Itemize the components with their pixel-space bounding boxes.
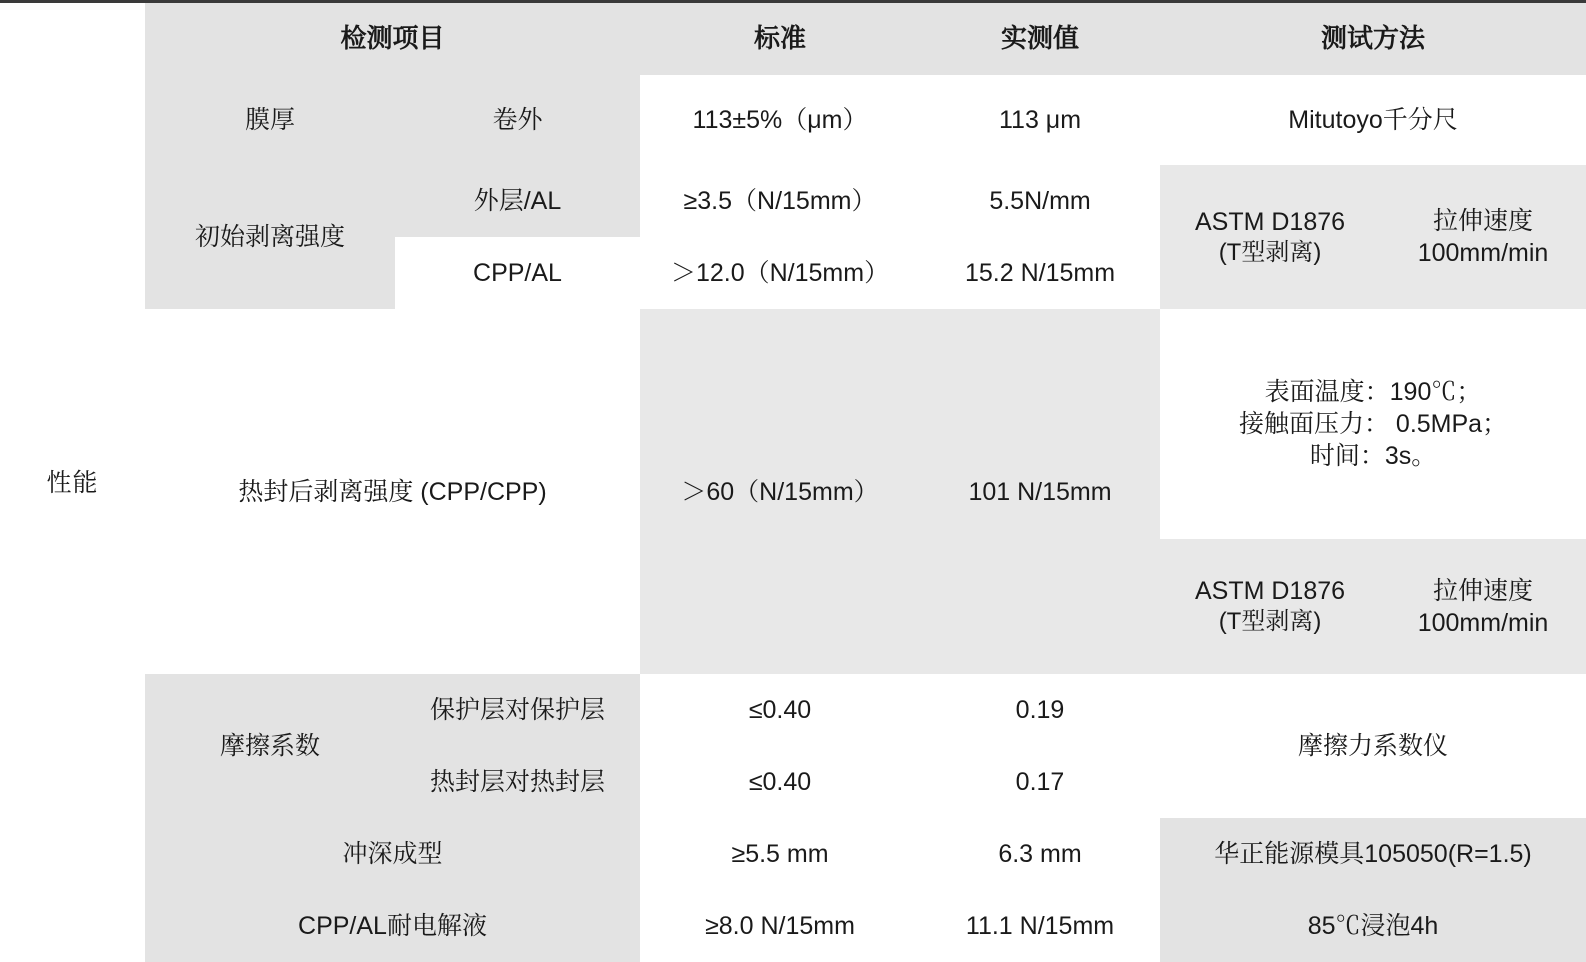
method-speed-initial [1380, 165, 1586, 309]
category-performance [0, 75, 145, 890]
standard-outer-al: ≥3.5（N/15mm） [640, 165, 920, 237]
table-header-row [0, 3, 1586, 75]
method-friction: 摩擦力系数仪 [1160, 674, 1586, 818]
method-thickness: Mitutoyo千分尺 [1160, 75, 1586, 165]
table-row [0, 818, 1586, 890]
method-astm-initial-line2: (T型剥离) [1218, 238, 1322, 266]
standard-protect-protect: ≤0.40 [640, 674, 920, 746]
method-astm-heatseal-line2: (T型剥离) [1218, 608, 1322, 636]
item-sub-outer-roll: 卷外 [395, 75, 640, 165]
table-row [0, 309, 1586, 539]
method-heatseal-line3: 时间：3s。 [1309, 442, 1437, 470]
header-standard: 标准 [640, 3, 920, 75]
item-main-heatseal-peel: 热封后剥离强度 (CPP/CPP) [145, 309, 640, 674]
method-heatseal-conditions [1160, 309, 1586, 539]
item-sub-cpp-al: CPP/AL [395, 237, 640, 309]
item-sub-seal-seal: 热封层对热封层 [395, 746, 640, 818]
method-speed-heatseal-line1: 拉伸速度 [1433, 576, 1534, 605]
standard-deep-draw: ≥5.5 mm [640, 818, 920, 890]
measured-deep-draw: 6.3 mm [920, 818, 1160, 890]
method-heatseal-line1: 表面温度：190℃； [1264, 378, 1482, 406]
measured-outer-al: 5.5N/mm [920, 165, 1160, 237]
measured-protect-protect: 0.19 [920, 674, 1160, 746]
measured-cpp-al: 15.2 N/15mm [920, 237, 1160, 309]
standard-cpp-al: ＞12.0（N/15mm） [640, 237, 920, 309]
table-row [0, 75, 1586, 165]
measured-electrolyte: 11.1 N/15mm [920, 890, 1160, 962]
method-speed-heatseal-line2: 100mm/min [1417, 608, 1549, 637]
standard-thickness: 113±5%（μm） [640, 75, 920, 165]
measured-heatseal-peel: 101 N/15mm [920, 309, 1160, 674]
header-spacer [0, 3, 145, 75]
method-speed-initial-line2: 100mm/min [1417, 239, 1549, 267]
method-electrolyte: 85℃浸泡4h [1160, 890, 1586, 962]
method-deep-draw: 华正能源模具105050(R=1.5) [1160, 818, 1586, 890]
item-main-initial-peel: 初始剥离强度 [145, 165, 395, 309]
header-method: 测试方法 [1160, 3, 1586, 75]
item-main-friction: 摩擦系数 [145, 674, 395, 818]
method-speed-heatseal [1380, 539, 1586, 674]
method-heatseal-line2: 接触面压力： 0.5MPa； [1238, 410, 1508, 438]
performance-spec-table [0, 3, 1586, 962]
method-astm-heatseal [1160, 539, 1380, 674]
measured-thickness: 113 μm [920, 75, 1160, 165]
method-astm-initial-line1: ASTM D1876 [1194, 207, 1346, 236]
header-item: 检测项目 [145, 3, 640, 75]
table-row [0, 674, 1586, 746]
method-astm-initial [1160, 165, 1380, 309]
item-sub-outer-al: 外层/AL [395, 165, 640, 237]
method-astm-heatseal-line1: ASTM D1876 [1194, 577, 1346, 606]
standard-electrolyte: ≥8.0 N/15mm [640, 890, 920, 962]
category-label: 性能 [46, 468, 99, 497]
table-row [0, 165, 1586, 237]
item-main-deep-draw: 冲深成型 [145, 818, 640, 890]
standard-heatseal-peel: ＞60（N/15mm） [640, 309, 920, 674]
category-spacer [0, 890, 145, 962]
item-main-electrolyte: CPP/AL耐电解液 [145, 890, 640, 962]
method-speed-initial-line1: 拉伸速度 [1433, 207, 1534, 235]
standard-seal-seal: ≤0.40 [640, 746, 920, 818]
table-row [0, 890, 1586, 962]
item-sub-protect-protect: 保护层对保护层 [395, 674, 640, 746]
item-main-thickness: 膜厚 [145, 75, 395, 165]
measured-seal-seal: 0.17 [920, 746, 1160, 818]
header-measured: 实测值 [920, 3, 1160, 75]
